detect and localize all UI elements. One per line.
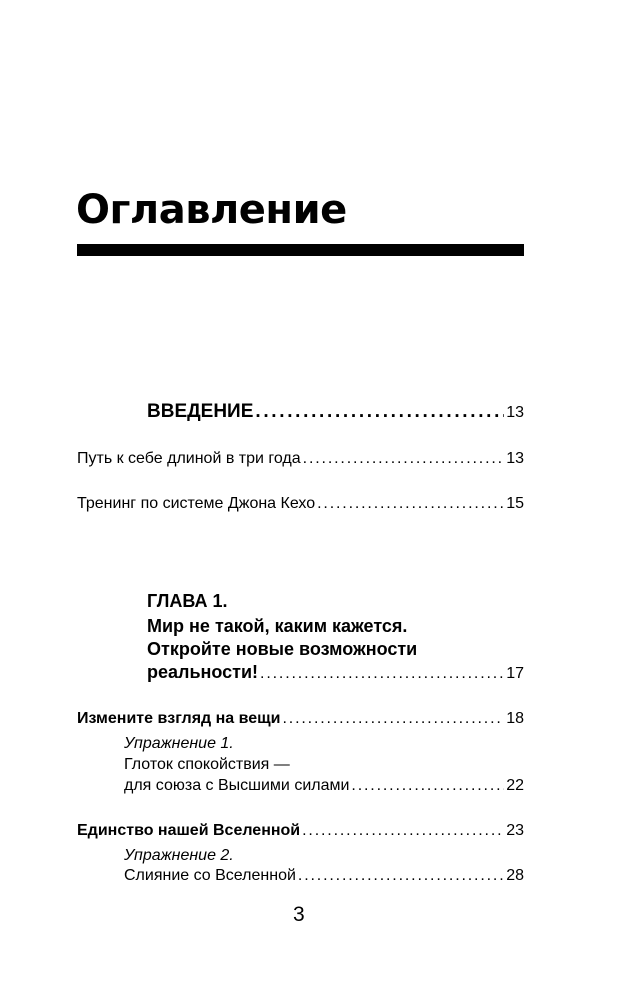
leader-dots — [351, 778, 504, 794]
toc-entry-intro[interactable] — [147, 402, 524, 421]
toc-entry-label: Слияние со Вселенной — [124, 867, 296, 884]
leader-dots — [317, 496, 504, 512]
toc-entry-intro-2[interactable] — [77, 496, 524, 512]
toc-page-number: 23 — [506, 822, 524, 839]
leader-dots — [303, 451, 505, 467]
toc-page-number: 15 — [506, 495, 524, 512]
leader-dots — [260, 666, 504, 682]
toc-entry-label: Измените взгляд на вещи — [77, 710, 281, 727]
toc-entry-exercise-2[interactable] — [124, 868, 524, 884]
chapter-title-line: Откройте новые возможности — [147, 639, 418, 659]
toc-entry-exercise-1[interactable] — [124, 778, 524, 794]
leader-dots — [302, 823, 504, 839]
toc-entry-label: ВВЕДЕНИЕ — [147, 401, 254, 422]
title-rule — [77, 244, 524, 256]
leader-dots — [298, 868, 504, 884]
toc-entry-label: Путь к себе длиной в три года — [77, 450, 301, 467]
chapter-number: ГЛАВА 1. — [147, 591, 228, 611]
toc-page-number: 18 — [506, 710, 524, 727]
exercise-title: Упражнение 2. — [124, 847, 234, 864]
leader-dots — [255, 402, 504, 421]
page-title: Оглавление — [76, 187, 347, 233]
toc-entry-chapter-1[interactable] — [147, 663, 524, 682]
exercise-title: Упражнение 1. — [124, 735, 234, 752]
toc-entry-label: Тренинг по системе Джона Кехо — [77, 495, 316, 512]
leader-dots — [283, 711, 505, 727]
chapter-title-line: реальности! — [147, 662, 259, 682]
toc-page-number: 22 — [506, 777, 524, 794]
toc-entry-intro-1[interactable] — [77, 451, 524, 467]
page-number: 3 — [293, 903, 305, 926]
toc-entry-section-1[interactable] — [77, 711, 524, 727]
toc-entry-section-2[interactable] — [77, 823, 524, 839]
toc-page-number: 13 — [506, 450, 524, 467]
toc-page-number: 13 — [506, 404, 524, 421]
toc-page-number: 28 — [506, 867, 524, 884]
toc-entry-label: для союза с Высшими силами — [124, 777, 350, 794]
chapter-title-line: Мир не такой, каким кажется. — [147, 616, 408, 636]
toc-entry-label: Единство нашей Вселенной — [77, 822, 301, 839]
toc-page-number: 17 — [506, 665, 524, 682]
exercise-text-line: Глоток спокойствия — — [124, 756, 290, 773]
